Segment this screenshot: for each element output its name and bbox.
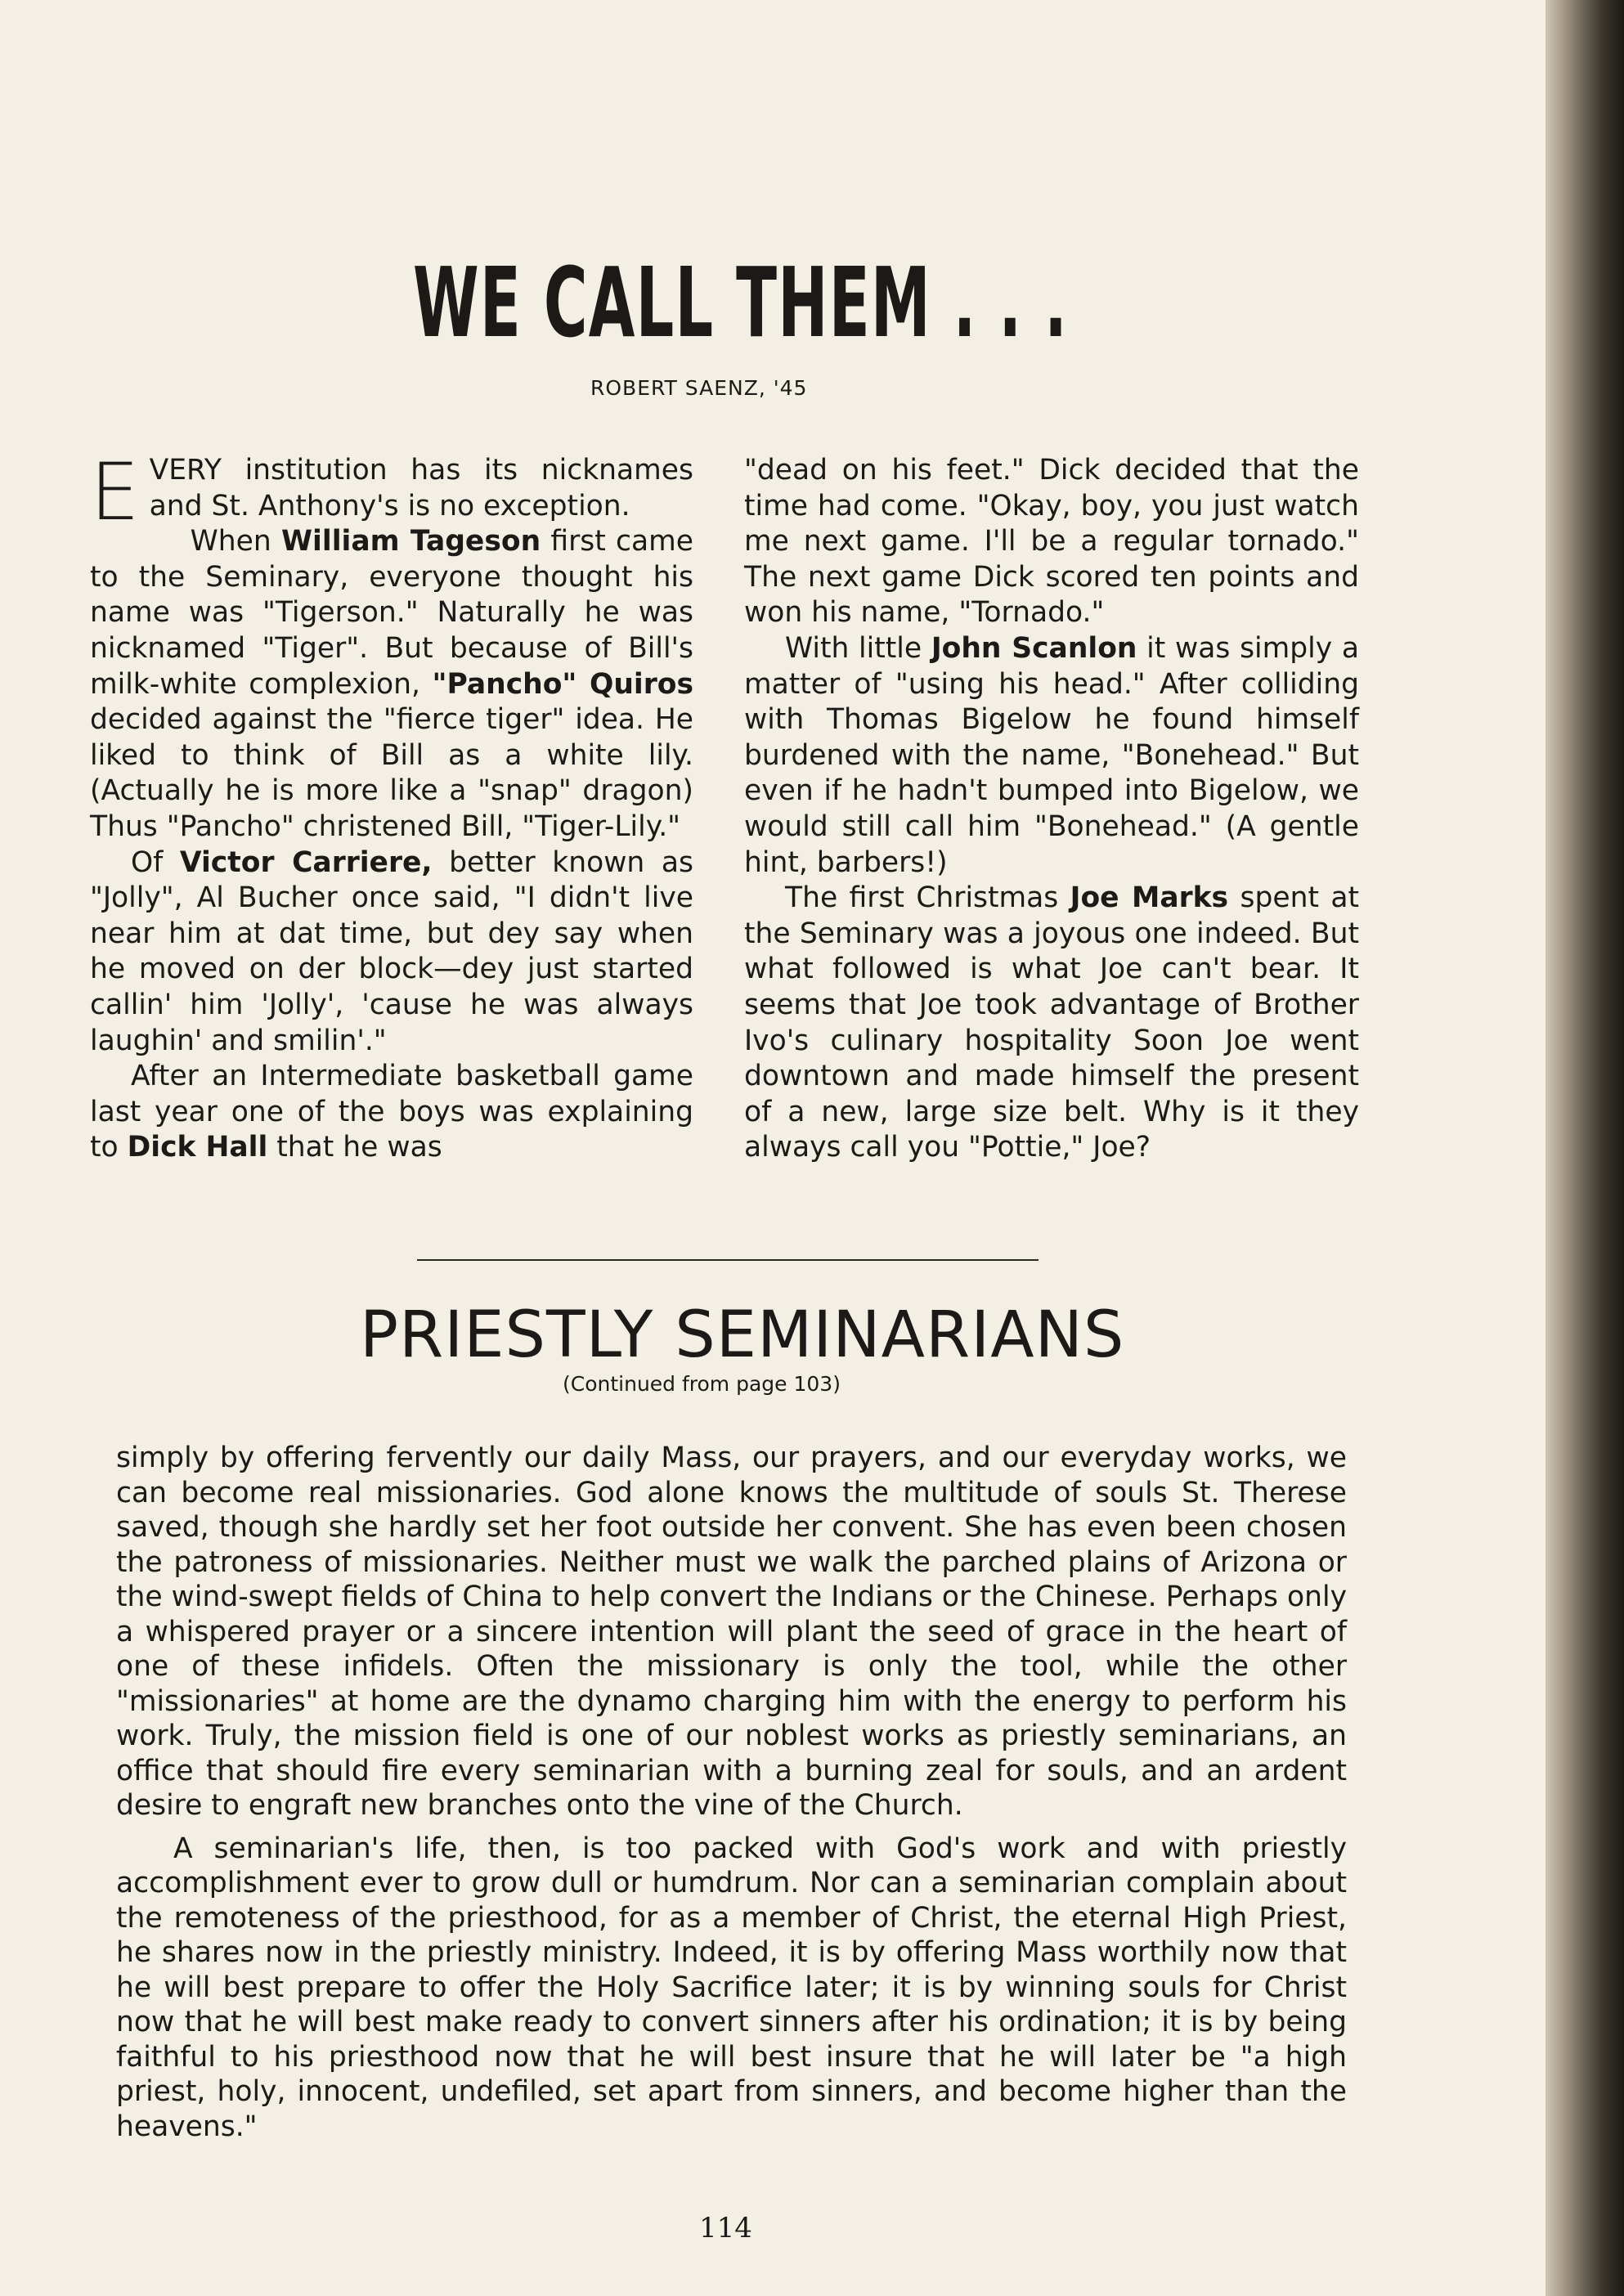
nickname-subject: Dick Hall — [127, 1131, 268, 1164]
article-byline: ROBERT SAENZ, '45 — [590, 376, 808, 400]
paragraph: Of Victor Carriere, better known as "Jolly", Al Bucher once said, "I didn't live near him at dat time, but dey say when he moved on der block—dey just started callin' him 'Jolly', 'cause he was always laughin' and smilin'." — [90, 845, 693, 1057]
paragraph: With little John Scanlon it was simply a matter of "using his head." After colliding with Thomas Bigelow he found himself burdened with the name, "Bonehead." But even if he hadn't bumped into Bigelow, we would still call him "Bonehead." (A gentle hint, barbers!) — [744, 631, 1359, 879]
left-column — [90, 446, 694, 1166]
paragraph: EVERY institution has its nicknames and St. Anthony's is no exception. — [90, 446, 693, 538]
paragraph: The first Christmas Joe Marks spent at the Seminary was a joyous one indeed. But what followed is what Joe can't bear. It seems that Joe took advantage of Brother Ivo's culinary hospitality Soon Joe went downtown and made himself the present of a new, large size belt. Why is it they always call you "Pottie," Joe? — [744, 881, 1360, 1164]
paragraph: A seminarian's life, then, is too packed with God's work and with priestly accomplishment ever to grow dull or humdrum. Nor can a seminarian complain about the remoteness of the priesthood, for as a member of Christ, the eternal High Priest, he shares now in the priestly ministry. Indeed, it is by offering Mass worthily now that he will best prepare to offer the Holy Sacrifice later; it is by winning souls for Christ now that he will best make ready to convert sinners after his ordination; it is by being faithful to his priesthood now that he will best insure that he will later be "a high priest, holy, innocent, undefiled, set apart from sinners, and become higher than the heavens." — [116, 1832, 1347, 2143]
nickname-subject: Joe Marks — [1070, 881, 1229, 915]
continuation-body — [116, 1441, 1347, 2144]
paragraph: "dead on his feet." Dick decided that the time had come. "Okay, boy, you just watch me next game. I'll be a regular tornado." The next game Dick scored ten points and won his name, "Tornado." — [744, 454, 1359, 630]
paragraph: simply by offering fervently our daily Mass, our prayers, and our everyday works, we can become real missionaries. God alone knows the multitude of souls St. Therese saved, though she hardly set her foot outside her convent. She has even been chosen the patroness of missionaries. Neither must we walk the parched plains of Arizona or the wind-swept fields of China to help convert the Indians or the Chinese. Perhaps only a whispered prayer or a sincere intention will plant the seed of grace in the heart of one of these infidels. Often the missionary is only the tool, while the other "missionaries" at home are the dynamo charging him with the energy to perform his work. Truly, the mission field is one of our noblest works as priestly seminarians, an office that should fire every seminarian with a burning zeal for souls, and an ardent desire to engraft new branches onto the vine of the Church. — [116, 1442, 1347, 1822]
right-column — [744, 453, 1359, 1166]
nickname-subject: Victor Carriere, — [179, 845, 433, 879]
nickname-subject: William Tageson — [280, 525, 541, 558]
page-number: 114 — [699, 2212, 752, 2244]
section-title: PRIESTLY SEMINARIANS — [360, 1298, 1125, 1372]
nickname-subject: John Scanlon — [931, 631, 1137, 665]
book-spine-edge — [1545, 0, 1624, 2296]
drop-cap: E — [90, 446, 140, 538]
paragraph: After an Intermediate basketball game last year one of the boys was explaining to Dick Hall that he was — [90, 1060, 693, 1164]
section-divider — [417, 1259, 1039, 1261]
continued-note: (Continued from page 103) — [563, 1372, 841, 1396]
paragraph: When William Tageson first came to the Seminary, everyone thought his name was "Tigerson." Naturally he was nicknamed "Tiger". But because of Bill's milk-white complexion, "Pancho" Quiros decided against the "fierce tiger" idea. He liked to think of Bill as a white lily. (Actually he is more like a "snap" dragon) Thus "Pancho" christened Bill, "Tiger-Lily." — [90, 525, 694, 843]
article-title: WE CALL THEM . . . — [413, 246, 1069, 359]
nickname-subject: "Pancho" Quiros — [432, 667, 693, 701]
